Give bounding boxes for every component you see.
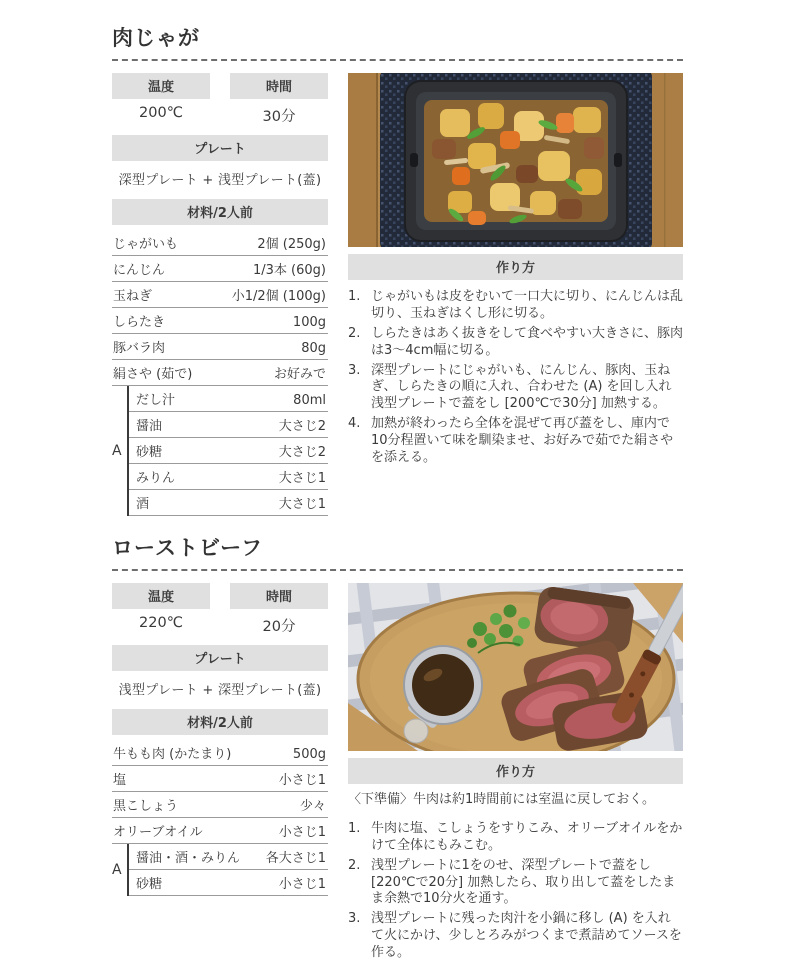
recipe-info-column — [112, 73, 328, 516]
steps-list — [348, 821, 683, 962]
temp-time-values — [112, 105, 328, 126]
ingredient-name: だし汁 — [136, 393, 176, 408]
ingredient-amount: 小さじ1 — [278, 877, 326, 892]
ingredient-name: 醤油 — [136, 419, 163, 434]
ingredient-row — [129, 412, 328, 438]
step-item — [348, 416, 683, 467]
step-number: 1. — [348, 820, 361, 836]
ingredient-name: 砂糖 — [136, 445, 163, 460]
step-number: 3. — [348, 911, 361, 927]
recipe-section-roastbeef — [112, 532, 683, 965]
ingredient-row — [112, 792, 328, 818]
ingredient-row — [112, 334, 328, 360]
step-text: 浅型プレートに残った肉汁を小鍋に移し (A) を入れて火にかけ、少しとろみがつくまで煮詰めてソースを作る。 — [371, 911, 682, 961]
ingredient-amount: 大さじ1 — [278, 497, 326, 512]
ingredient-row — [129, 844, 328, 870]
ingredient-amount: 大さじ2 — [278, 445, 326, 460]
steps-header: 作り方 — [348, 254, 683, 280]
dashed-divider — [112, 569, 683, 571]
ingredient-name: じゃがいも — [113, 237, 179, 252]
seasoning-group-a — [112, 844, 328, 896]
steps-header: 作り方 — [348, 758, 683, 784]
time-header: 時間 — [230, 73, 328, 99]
temp-value: 200℃ — [139, 105, 183, 121]
step-text: じゃがいもは皮をむいて一口大に切り、にんじんは乱切り、玉ねぎはくし形に切る。 — [371, 289, 684, 321]
ingredient-row — [112, 818, 328, 844]
ingredient-row — [112, 256, 328, 282]
ingredient-amount: 小さじ1 — [278, 825, 326, 840]
ingredient-amount: お好みで — [273, 367, 326, 382]
nikujaga-photo — [348, 73, 683, 247]
ingredient-name: にんじん — [113, 263, 166, 278]
ingredient-row — [112, 766, 328, 792]
ingredient-name: 砂糖 — [136, 877, 163, 892]
prep-note: 〈下準備〉牛肉は約1時間前には室温に戻しておく。 — [348, 792, 656, 807]
recipe-columns — [112, 583, 683, 965]
step-text: 牛肉に塩、こしょうをすりこみ、オリーブオイルをかけて全体にもみこむ。 — [371, 820, 683, 853]
ingredients-header: 材料/2人前 — [112, 709, 328, 735]
ingredient-row — [129, 464, 328, 490]
step-text: しらたきはあく抜きをして食べやすい大きさに、豚肉は3〜4cm幅に切る。 — [371, 325, 684, 358]
ingredient-name: 豚バラ肉 — [113, 341, 166, 356]
recipe-info-column — [112, 583, 328, 965]
ingredient-row — [112, 308, 328, 334]
step-number: 2. — [348, 325, 361, 341]
recipe-section-nikujaga — [112, 22, 683, 516]
ingredient-amount: 小1/2個 (100g) — [231, 289, 326, 304]
step-item — [348, 821, 683, 855]
ingredient-name: みりん — [136, 471, 176, 486]
step-item — [348, 326, 683, 360]
recipe-columns — [112, 73, 683, 516]
step-item — [348, 363, 683, 414]
ingredient-amount: 100g — [292, 315, 326, 330]
ingredients-header: 材料/2人前 — [112, 199, 328, 225]
ingredient-amount: 少々 — [299, 799, 326, 814]
ingredient-amount: 80ml — [293, 393, 326, 408]
ingredient-name: しらたき — [113, 315, 166, 330]
ingredient-name: 酒 — [136, 497, 150, 512]
ingredient-amount: 小さじ1 — [278, 773, 326, 788]
ingredient-row — [129, 870, 328, 896]
steps-list — [348, 289, 683, 467]
ingredient-amount: 各大さじ1 — [265, 851, 326, 866]
recipe-photo-column — [348, 73, 683, 516]
ingredient-name: 黒こしょう — [113, 799, 179, 814]
ingredients-table — [112, 740, 328, 896]
group-a-label: A — [112, 443, 122, 459]
ingredient-row — [129, 386, 328, 412]
ingredients-table — [112, 230, 328, 516]
ingredient-name: 玉ねぎ — [113, 289, 153, 304]
step-text: 深型プレートにじゃがいも、にんじん、豚肉、玉ねぎ、しらたきの順に入れ、合わせた (A) を回し入れ浅型プレートで蓋をし [200℃で30分] 加熱する。 — [371, 362, 672, 412]
ingredient-name: 牛もも肉 (かたまり) — [113, 747, 232, 762]
step-number: 1. — [348, 289, 361, 304]
temp-value: 220℃ — [139, 615, 183, 631]
ingredient-amount: 80g — [301, 341, 326, 356]
time-header: 時間 — [230, 583, 328, 609]
step-item — [348, 289, 683, 323]
step-item — [348, 911, 683, 962]
ingredient-name: オリーブオイル — [113, 825, 203, 840]
ingredient-amount: 大さじ2 — [278, 419, 326, 434]
ingredient-amount: 1/3本 (60g) — [253, 263, 326, 278]
time-value: 30分 — [262, 109, 296, 125]
ingredient-amount: 500g — [292, 747, 326, 762]
page-title: ローストビーフ — [112, 536, 264, 560]
step-item — [348, 858, 683, 909]
dashed-divider — [112, 59, 683, 61]
step-number: 3. — [348, 362, 361, 378]
plate-header: プレート — [112, 135, 328, 161]
time-value: 20分 — [262, 619, 296, 635]
ingredient-amount: 2個 (250g) — [257, 237, 326, 252]
temp-time-headers — [112, 73, 328, 99]
ingredient-row — [129, 438, 328, 464]
ingredient-row — [112, 230, 328, 256]
temp-header: 温度 — [112, 73, 210, 99]
temp-header: 温度 — [112, 583, 210, 609]
page-title: 肉じゃが — [112, 26, 200, 50]
step-number: 2. — [348, 857, 361, 873]
ingredient-amount: 大さじ1 — [278, 471, 326, 486]
temp-time-values — [112, 615, 328, 636]
ingredient-row — [112, 282, 328, 308]
seasoning-group-a — [112, 386, 328, 516]
ingredient-name: 塩 — [113, 773, 127, 788]
plate-value: 深型プレート + 浅型プレート(蓋) — [118, 173, 322, 188]
roastbeef-photo — [348, 583, 683, 751]
step-text: 加熱が終わったら全体を混ぜて再び蓋をし、庫内で10分程置いて味を馴染ませ、お好みで茹でた絹さやを添える。 — [371, 416, 674, 466]
ingredient-row — [129, 490, 328, 516]
ingredient-row — [112, 740, 328, 766]
plate-value: 浅型プレート + 深型プレート(蓋) — [118, 683, 322, 698]
ingredient-row — [112, 360, 328, 386]
recipe-photo-column — [348, 583, 683, 965]
ingredient-name: 絹さや (茹で) — [113, 367, 193, 382]
group-a-label: A — [112, 862, 122, 878]
group-a-rows — [127, 844, 328, 896]
step-number: 4. — [348, 416, 361, 432]
group-a-rows — [127, 386, 328, 516]
ingredient-name: 醤油・酒・みりん — [136, 851, 241, 866]
step-text: 浅型プレートに1をのせ、深型プレートで蓋をし [220℃で20分] 加熱したら、取り出して蓋をしたまま余熱で10分火を通す。 — [371, 857, 676, 907]
plate-header: プレート — [112, 645, 328, 671]
temp-time-headers — [112, 583, 328, 609]
